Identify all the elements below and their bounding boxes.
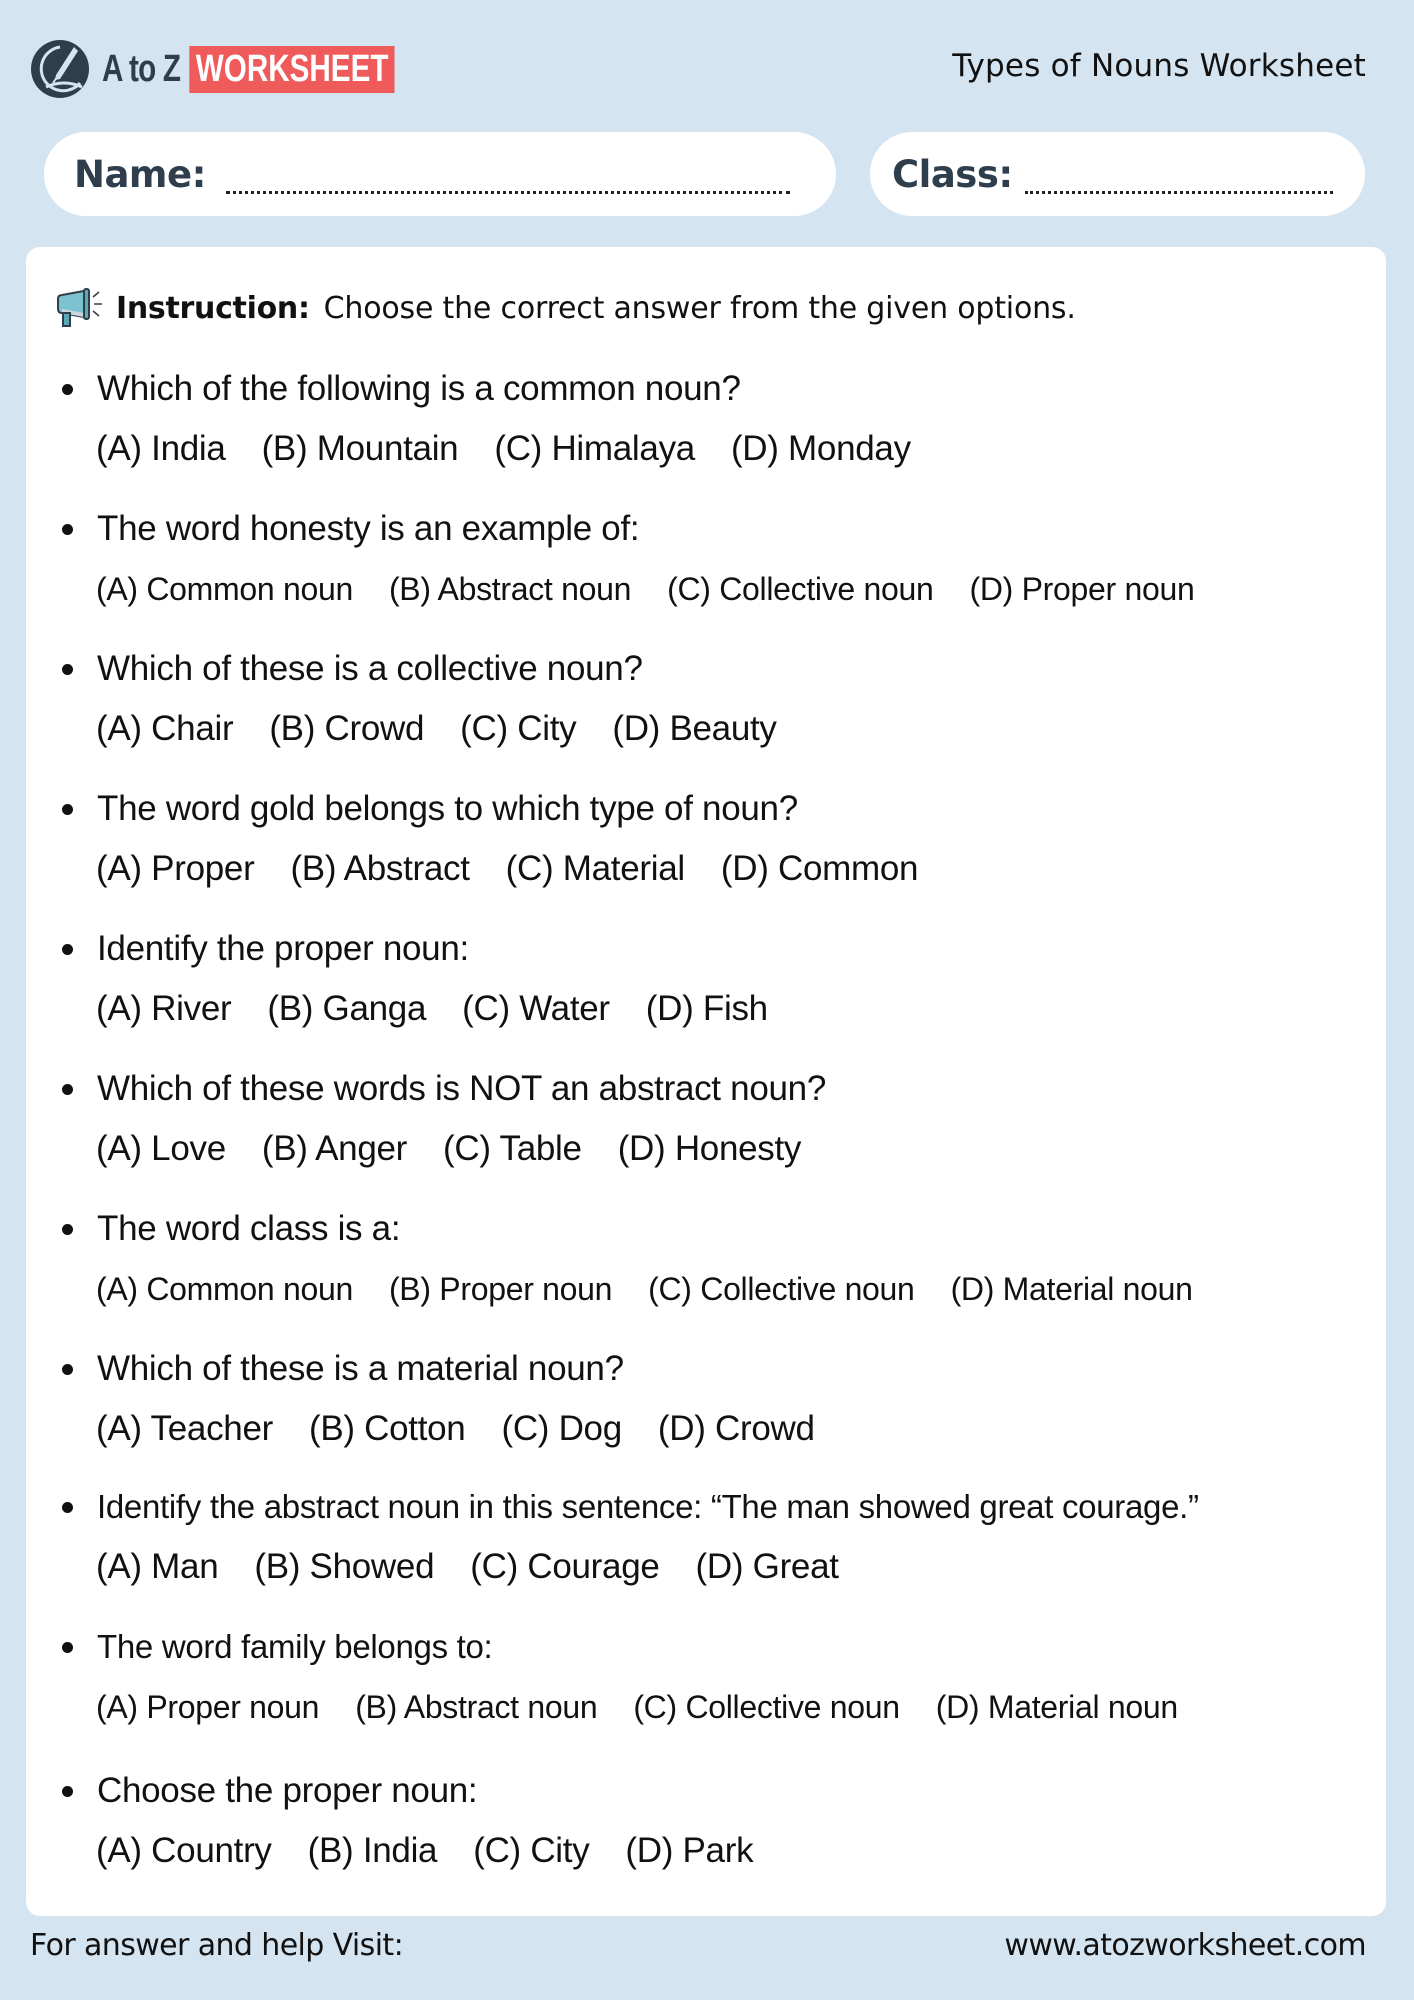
instruction-label: Instruction: [116,290,310,326]
option-d[interactable]: (D) Great [695,1547,839,1586]
option-b[interactable]: (B) Mountain [261,429,459,468]
class-field[interactable] [870,132,1365,216]
option-a[interactable]: (A) Love [96,1129,226,1168]
option-a[interactable]: (A) Common noun [96,570,353,607]
question-text: Identify the abstract noun in this sentence: “The man showed great courage.” [97,1488,1199,1525]
option-a[interactable]: (A) Chair [96,709,234,748]
question-options [96,567,1366,611]
question-stem [56,1207,1366,1251]
option-d[interactable]: (D) Beauty [612,709,777,748]
question-options [96,1407,1366,1451]
question-6 [56,1067,1366,1171]
question-options [96,1685,1366,1729]
questions-card [26,247,1386,1916]
class-label: Class: [892,152,1013,196]
option-c[interactable]: (C) Water [462,989,610,1028]
question-options [96,847,1366,891]
option-b[interactable]: (B) Abstract [290,849,470,888]
question-8 [56,1347,1366,1451]
footer-website-link[interactable]: www.atozworksheet.com [1004,1928,1366,1963]
question-text: Identify the proper noun: [97,929,469,968]
name-label: Name: [74,152,206,196]
question-text: Which of these is a material noun? [97,1349,624,1388]
option-c[interactable]: (C) Courage [470,1547,660,1586]
question-text: Which of the following is a common noun? [97,369,741,408]
question-stem [56,1067,1366,1111]
bullet-icon [62,1084,73,1095]
option-a[interactable]: (A) Country [96,1831,272,1870]
question-options [96,1267,1366,1311]
option-b[interactable]: (B) Abstract noun [355,1688,598,1725]
option-b[interactable]: (B) Abstract noun [388,570,632,607]
question-options [96,707,1366,751]
question-stem [56,787,1366,831]
question-options [96,427,1366,471]
option-a[interactable]: (A) Man [96,1547,219,1586]
option-d[interactable]: (D) Monday [730,429,911,468]
option-a[interactable]: (A) India [96,429,226,468]
question-stem [56,1485,1366,1529]
instruction [54,287,1076,329]
question-text: Which of these words is NOT an abstract noun? [97,1069,826,1108]
question-text: Choose the proper noun: [97,1771,478,1810]
question-stem [56,1625,1366,1669]
bullet-icon [62,664,73,675]
brand-logo [30,38,477,100]
option-b[interactable]: (B) Cotton [308,1409,466,1448]
bullet-icon [62,524,73,535]
question-stem [56,647,1366,691]
option-a[interactable]: (A) Teacher [96,1409,273,1448]
bullet-icon [62,1786,73,1797]
brand-wordmark-primary: A to Z [102,47,181,90]
question-options [96,987,1366,1031]
bullet-icon [62,1642,73,1653]
question-stem [56,507,1366,551]
bullet-icon [62,1224,73,1235]
option-b[interactable]: (B) Showed [254,1547,435,1586]
option-a[interactable]: (A) Common noun [96,1270,353,1307]
question-stem [56,927,1366,971]
option-d[interactable]: (D) Material noun [950,1270,1193,1307]
question-options [96,1545,1366,1589]
megaphone-icon [54,287,106,329]
option-c[interactable]: (C) Material [505,849,685,888]
question-11 [56,1769,1366,1873]
question-text: Which of these is a collective noun? [97,649,643,688]
option-c[interactable]: (C) Himalaya [494,429,695,468]
option-b[interactable]: (B) Ganga [267,989,427,1028]
brand-wordmark-secondary: WORKSHEET [190,46,395,93]
name-blank-line[interactable] [226,164,790,194]
question-10 [56,1625,1366,1729]
option-b[interactable]: (B) Crowd [269,709,425,748]
option-a[interactable]: (A) River [96,989,232,1028]
question-text: The word gold belongs to which type of noun? [97,789,798,828]
option-b[interactable]: (B) Anger [261,1129,408,1168]
question-3 [56,647,1366,751]
option-d[interactable]: (D) Common [720,849,919,888]
option-d[interactable]: (D) Honesty [617,1129,802,1168]
question-options [96,1127,1366,1171]
brand-wordmark [102,46,395,93]
question-text: The word honesty is an example of: [97,509,640,548]
instruction-text: Choose the correct answer from the given options. [323,290,1076,326]
question-stem [56,367,1366,411]
option-b[interactable]: (B) India [307,1831,438,1870]
question-4 [56,787,1366,891]
question-options [96,1829,1366,1873]
option-d[interactable]: (D) Proper noun [969,570,1195,607]
option-d[interactable]: (D) Fish [645,989,768,1028]
bullet-icon [62,1502,73,1513]
question-text: The word class is a: [97,1209,401,1248]
bullet-icon [62,804,73,815]
question-stem [56,1347,1366,1391]
option-a[interactable]: (A) Proper [96,849,255,888]
question-5 [56,927,1366,1031]
option-a[interactable]: (A) Proper noun [96,1688,320,1725]
question-1 [56,367,1366,471]
question-text: The word family belongs to: [97,1628,493,1665]
option-c[interactable]: (C) Collective noun [648,1270,915,1307]
option-c[interactable]: (C) Collective noun [633,1688,900,1725]
option-d[interactable]: (D) Material noun [935,1688,1178,1725]
bullet-icon [62,384,73,395]
option-c[interactable]: (C) Collective noun [667,570,934,607]
question-stem [56,1769,1366,1813]
worksheet-title: Types of Nouns Worksheet [952,48,1366,84]
question-2 [56,507,1366,611]
option-c[interactable]: (C) City [460,709,577,748]
question-9 [56,1485,1366,1589]
option-d[interactable]: (D) Crowd [657,1409,815,1448]
footer-help-text: For answer and help Visit: [30,1928,404,1963]
question-7 [56,1207,1366,1311]
pen-nib-circle-icon [30,39,90,99]
option-d[interactable]: (D) Park [625,1831,754,1870]
option-b[interactable]: (B) Proper noun [388,1270,613,1307]
bullet-icon [62,944,73,955]
bullet-icon [62,1364,73,1375]
name-field[interactable] [44,132,836,216]
option-c[interactable]: (C) Dog [501,1409,622,1448]
option-c[interactable]: (C) City [473,1831,590,1870]
option-c[interactable]: (C) Table [443,1129,582,1168]
class-blank-line[interactable] [1025,164,1333,194]
